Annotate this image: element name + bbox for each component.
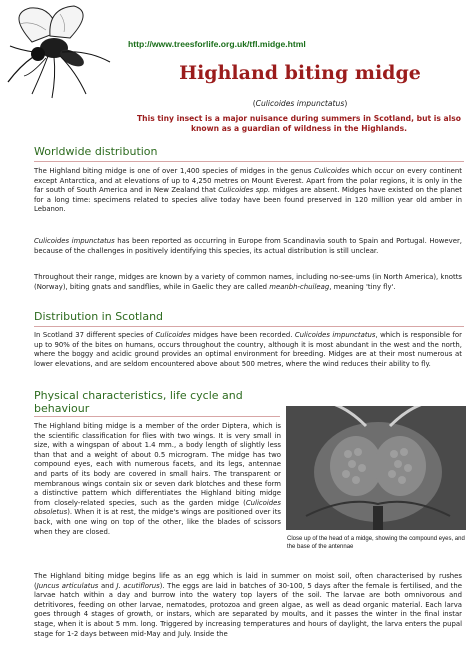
photo-caption: Close up of the head of a midge, showing the compound eyes, and the base of the antennae: [287, 536, 465, 550]
text-run: , meaning 'tiny fly'.: [329, 282, 396, 291]
paragraph-worldwide-2: [34, 237, 462, 256]
midge-head-image: [286, 406, 466, 530]
heading-worldwide-distribution: Worldwide distribution: [34, 145, 158, 158]
italic-run: Culicoides obsoletus: [34, 498, 281, 517]
text-run: has been reported as occurring in Europe from Scandinavia south to Spain and Portugal. However, because of the challenges in positively identifying this species, its actual distribution is still unclear.: [34, 237, 462, 255]
paragraph-scotland-1: [34, 331, 462, 369]
paragraph-worldwide-3: [34, 273, 462, 292]
italic-run: J. acutiflorus: [116, 581, 160, 590]
paragraph-physical-2: [34, 572, 462, 639]
divider: [34, 161, 464, 162]
text-run: ). When it is at rest, the midge's wings are positioned over its back, with one wing on top of the other, like the blades of scissors when they are closed.: [34, 508, 281, 536]
latin-name-text: Culicoides impunctatus: [255, 99, 345, 108]
midge-head-photo: [286, 406, 466, 530]
text-run: , which is responsible for up to 90% of the bites on humans, occurs throughout the country, although it is most abundant in the west and the north, where the boggy and acidic ground provides an optimal environment for breeding. Midges are at their most numerous at lower elevations, and are seldom encountered above about 500 metres, where the wind reduces their ability to fly.: [34, 331, 462, 368]
tagline: This tiny insect is a major nuisance during summers in Scotland, but is also known as a guardian of wildness in the Highlands.: [137, 114, 461, 133]
text-run: midges are absent. Midges have existed on the planet for a long time: specimens related to species alive today have been found preserved in 120 million year old amber in Lebanon.: [34, 186, 462, 214]
italic-run: Culicoides spp.: [218, 186, 271, 195]
heading-distribution-scotland: Distribution in Scotland: [34, 310, 164, 323]
text-run: In Scotland 37 different species of: [34, 331, 156, 339]
text-run: The Highland biting midge begins life as an egg which is laid in summer on moist soil, often characterised by rushes (: [34, 572, 462, 590]
heading-physical-characteristics: Physical characteristics, life cycle and behaviour: [34, 389, 243, 415]
italic-run: Juncus articulatus: [36, 581, 99, 590]
latin-name: (Culicoides impunctatus): [252, 99, 348, 108]
midge-drawing-icon: [2, 2, 120, 102]
italic-run: Culicoides impunctatus: [294, 331, 376, 339]
text-run: midges have been recorded.: [190, 331, 295, 339]
source-url[interactable]: http://www.treesforlife.org.uk/tfl.midge.html: [128, 39, 306, 49]
italic-run: Culicoides: [155, 331, 191, 339]
divider: [34, 416, 280, 417]
text-run: ). The eggs are laid in batches of 30-100, 5 days after the female is fertilised, and the larvae hatch within a day and burrow into the watery top layers of the soil. The larvae are both omnivorous and detritivores, feeding on other larvae, nematodes, protozoa and green algae, as well as dead organic material. Each larva goes through 4 stages of growth, or instars, which are separated by moults, and it passes the winter in the final instar stage, when it is about 5 mm. long. Triggered by increasing temperatures and hours of daylight, the larva enters the pupal stage for 1-2 days between mid-May and July. Inside the: [34, 581, 462, 638]
italic-run: Culicoides: [314, 167, 350, 175]
page-title: Highland biting midge: [179, 62, 421, 84]
italic-run: meanbh-chuileag: [269, 282, 330, 291]
paragraph-worldwide-1: [34, 167, 462, 215]
divider: [34, 326, 464, 327]
text-run: The Highland biting midge is a member of the order Diptera, which is the scientific classification for flies with two wings. It is very small in size, with a wingspan of about 1.4 mm., a body length of slightly less than that and a weight of about 0.5 microgram. The midge has two compound eyes, each with numerous facets, and its legs, antennae and parts of its body are covered in small hairs. The transparent or membranous wings contain six or seven dark blotches and these form a distinctive pattern which differentiates the Highland biting midge from closely-related species, such as the garden midge (: [34, 422, 281, 507]
italic-run: Culicoides impunctatus: [34, 237, 115, 245]
text-run: Throughout their range, midges are known by a variety of common names, including no-see-ums (in North America), knotts (Norway), biting gnats and sandflies, while in Gaelic they are called: [34, 273, 462, 291]
text-run: which occur on every continent except Antarctica, and at elevations of up to 4,250 metres on Mount Everest. Apart from the polar regions, it is only in the far south of South America and in New Zealand that: [34, 167, 462, 195]
paragraph-physical-1: [34, 422, 281, 537]
text-run: and: [98, 581, 117, 590]
text-run: The Highland biting midge is one of over 1,400 species of midges in the genus: [34, 167, 315, 175]
